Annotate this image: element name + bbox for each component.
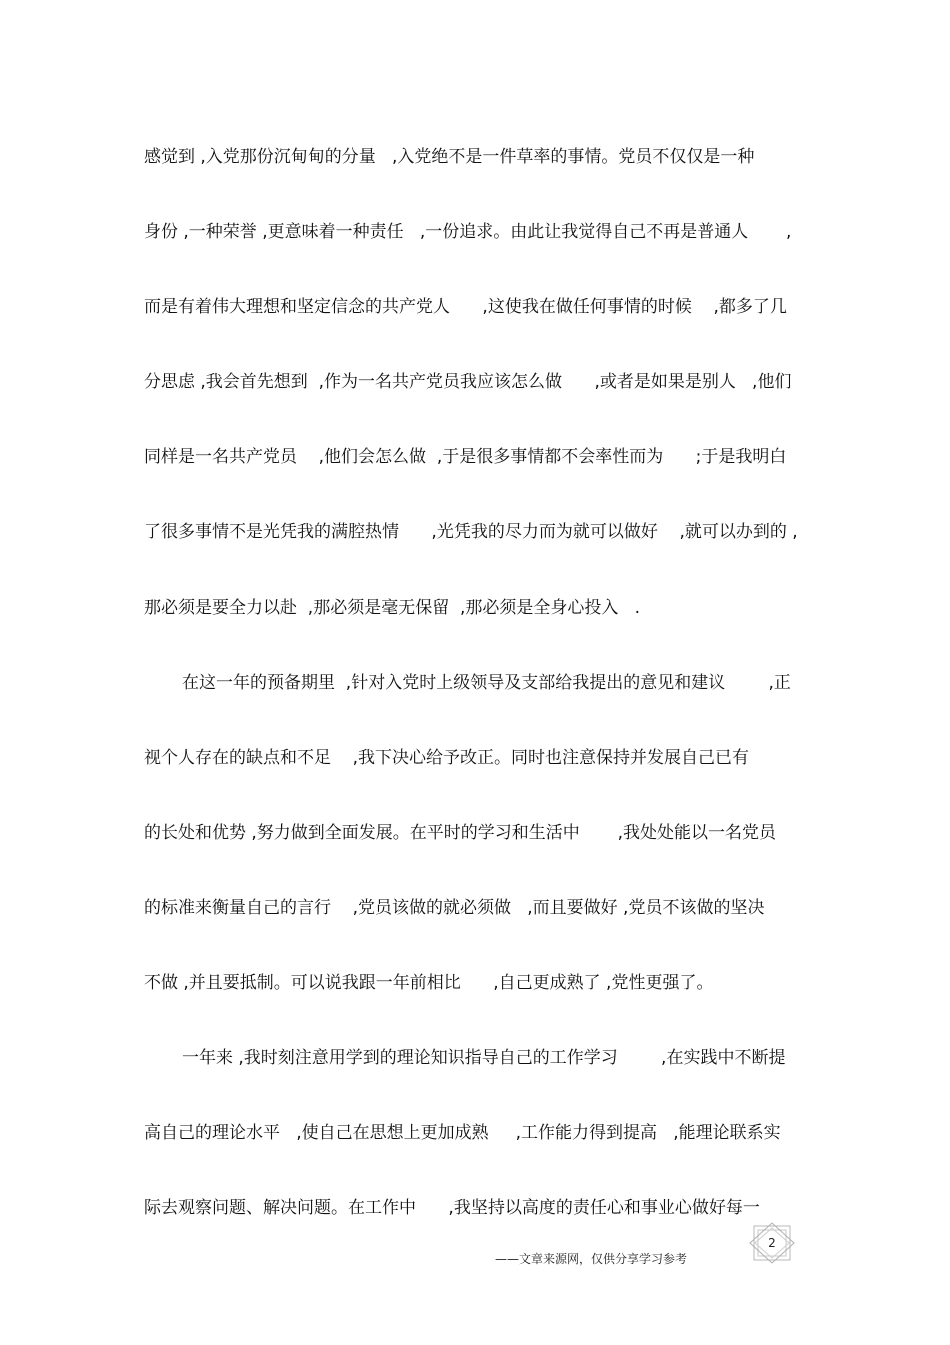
body-line: 那必须是要全力以赴 ,那必须是毫无保留 ,那必须是全身心投入 . [144,598,641,618]
body-line: 了很多事情不是光凭我的满腔热情 ,光凭我的尽力而为就可以做好 ,就可以办到的 , [144,522,798,542]
page-number: 2 [768,1236,776,1250]
body-line: 的长处和优势 ,努力做到全面发展。在平时的学习和生活中 ,我处处能以一名党员 [144,823,777,843]
body-line: 感觉到 ,入党那份沉甸甸的分量 ,入党绝不是一件草率的事情。党员不仅仅是一种 [144,147,755,167]
paragraph-start-line: 在这一年的预备期里 ,针对入党时上级领导及支部给我提出的意见和建议 ,正 [182,673,791,693]
footer-source-note: ——文章来源网，仅供分享学习参考 [495,1252,688,1266]
body-line: 分思虑 ,我会首先想到 ,作为一名共产党员我应该怎么做 ,或者是如果是别人 ,他们 [144,372,792,392]
body-line: 高自己的理论水平 ,使自己在思想上更加成熟 ,工作能力得到提高 ,能理论联系实 [144,1123,781,1143]
page-number-badge [748,1222,796,1264]
body-line: 而是有着伟大理想和坚定信念的共产党人 ,这使我在做任何事情的时候 ,都多了几 [144,297,787,317]
body-line: 的标准来衡量自己的言行 ,党员该做的就必须做 ,而且要做好 ,党员不该做的坚决 [144,898,765,918]
body-line: 不做 ,并且要抵制。可以说我跟一年前相比 ,自己更成熟了 ,党性更强了。 [144,973,714,993]
body-line: 视个人存在的缺点和不足 ,我下决心给予改正。同时也注意保持并发展自己已有 [144,748,750,768]
body-line: 身份 ,一种荣誉 ,更意味着一种责任 ,一份追求。由此让我觉得自己不再是普通人 , [144,222,792,242]
paragraph-start-line: 一年来 ,我时刻注意用学到的理论知识指导自己的工作学习 ,在实践中不断提 [182,1048,786,1068]
body-line: 同样是一名共产党员 ,他们会怎么做 ,于是很多事情都不会率性而为 ;于是我明白 [144,447,787,467]
body-line: 际去观察问题、解决问题。在工作中 ,我坚持以高度的责任心和事业心做好每一 [144,1198,760,1218]
